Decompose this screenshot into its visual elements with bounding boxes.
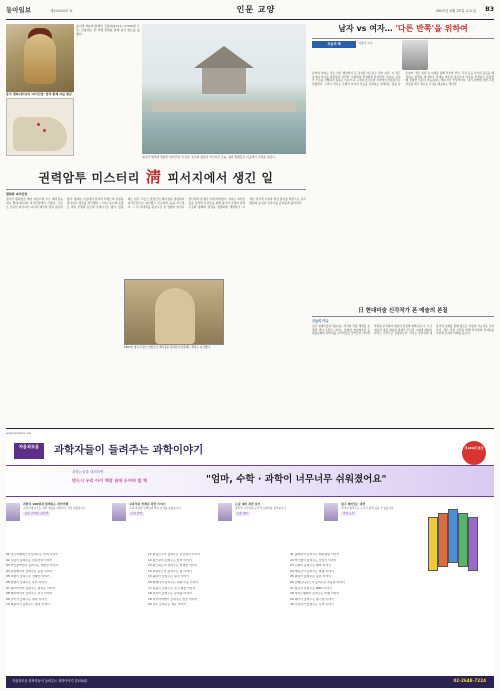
inset-caption: 1860년 영국 프랑스 연합군이 베이징을 점령하자 함풍제는 열하로 피신했다. xyxy=(124,346,211,349)
book-list-item: 02 뉴턴이 들려주는 만유인력 이야기 xyxy=(6,558,53,562)
book-list-item: 24 에디슨이 들려주는 발명 이야기 xyxy=(290,569,334,573)
feature-title: 과학자 100명과 함께하는 과학여행 xyxy=(23,502,69,506)
ad-header xyxy=(6,441,494,461)
pavilion-body xyxy=(202,68,246,94)
ad-subtitle: 과학논술을 대비하여 xyxy=(72,470,104,474)
book-list-item: 06 멘델이 들려주는 유전 이야기 xyxy=(6,580,47,584)
author-photo xyxy=(402,40,428,70)
art-tag: 오늘의 이슈 xyxy=(312,319,329,323)
feature-text: 교과 과정과 연계하여 학습 효과를 높였습니다. xyxy=(129,506,182,510)
book-set-image xyxy=(428,503,488,575)
palace-photo xyxy=(142,24,306,154)
book-list-item: 13 파스퇴르가 들려주는 미생물 이야기 xyxy=(148,564,198,568)
book-list-item: 19 라부아지에가 들려주는 연소 이야기 xyxy=(148,597,198,601)
book-list-item: 01 아르키메데스가 들려주는 부력 이야기 xyxy=(6,553,59,556)
newspaper-logo: 동아일보 xyxy=(6,6,32,14)
book-list-column xyxy=(6,553,142,609)
book-list-item: 12 파스칼이 들려주는 압력 이야기 xyxy=(148,558,192,562)
review-divider xyxy=(312,38,494,39)
ad-phone: 02-2648-7224 xyxy=(453,678,486,683)
book-list-item: 16 베게너가 들려주는 대륙 이동 이야기 xyxy=(148,580,199,584)
section-title: 인문 교양 xyxy=(236,5,276,14)
ad-sticker: 전100권 완간 xyxy=(462,441,486,465)
article-body: 청나라 황제들은 매년 여름이면 수도 베이징을 떠나 열하(청더)의 피서산장에서 지냈다. 이곳은 단순한 피서지가 아니라 제국의 정치 중심지였다. 황제는 이곳에서 몽골과 티베트의 사절을 맞이하고 정무를 처리했다. 그러나 동시에 수많은 권력 투쟁과 음모의 무대이기도 했다. 함풍제는 영국 프랑스 연합군이 베이징을 점령하자 피서산장으로 피신했고 이곳에서 숨을 거두었다. 그 뒤 서태후를 중심으로 한 정변이 일어나 청나라의 운명이 크게 바뀌었다. 저자는 피서산장을 둘러싼 사건들을 통해 청나라 궁정의 권력 구조와 황제의 일상을 생생하게 재현한다. 이 책은 역사적 사실과 현장 답사를 바탕으로 중국 황실의 숨겨진 이야기를 흥미롭게 풀어낸다. xyxy=(6,197,306,209)
feature-text: 교과서에 나오는 과학 개념을 과학자가 직접 설명합니다. xyxy=(23,506,87,510)
feature-text: 창의적 사고력과 논리적 표현력을 길러줍니다. xyxy=(235,506,287,510)
feature-thumb xyxy=(6,503,20,521)
china-map-image xyxy=(6,98,74,156)
masthead xyxy=(6,4,494,20)
headline-divider xyxy=(6,189,306,190)
review-author: 서울대 교수 xyxy=(358,41,373,45)
ad-banner xyxy=(6,465,494,497)
map-marker-icon xyxy=(43,129,46,132)
book-advertisement xyxy=(6,428,494,688)
feature-thumb xyxy=(218,503,232,521)
art-divider xyxy=(312,316,494,317)
inset-photo xyxy=(124,279,224,345)
book-list-item: 30 오일러가 들려주는 수학 이야기 xyxy=(290,603,334,607)
book-list-item: 27 왓슨이 들려주는 DNA 이야기 xyxy=(290,586,332,590)
bridge xyxy=(152,102,296,112)
map-marker-icon xyxy=(37,123,40,126)
palace-caption: 청나라 열하에 세워진 피서산장 '수심사' 호수와 정원이 어우러진 모습. 청의 황제들은 이곳에서 국정을 보았다. xyxy=(142,155,276,159)
book-list-item: 08 패러데이가 들려주는 전기 이야기 xyxy=(6,592,53,596)
book-list-item: 05 다윈이 들려주는 진화론 이야기 xyxy=(6,575,50,579)
book-spine xyxy=(428,517,438,571)
feature-tag: 교과 연계 xyxy=(131,512,142,516)
book-review-column xyxy=(312,24,494,304)
edition-number: 제24104호 ⑤ xyxy=(50,9,73,13)
map-caption: 중국 열하(청더)의 '피서산장' 청의 황제 여름 별궁 xyxy=(6,92,72,96)
ad-url: www.jams21.net xyxy=(6,431,31,435)
headline-post: 피서지에서 생긴 일 xyxy=(167,171,274,185)
book-list-column xyxy=(290,553,426,609)
page-number: B3 xyxy=(485,6,494,13)
review-title xyxy=(312,24,494,35)
ad-feature xyxy=(6,503,110,549)
ad-quote: "엄마, 수학 · 과학이 너무너무 쉬워졌어요" xyxy=(206,474,387,485)
art-body: 일본 현대미술을 대표하는 작가의 작품 세계를 조명한 책이 나왔다. 저자는 만화와 애니메이션 등 대중문화의 이미지를 순수미술로 끌어들인 작가의 작업을 분석하며 예술의 본질에 대해 묻는다. 고급 예술과 대중 예술의 경계가 무너진 시대에 예술의 가치는 무엇으로 결정되는가. 작가는 상업성과 예술성의 조화를 통해 새로운 미술의 가능성을 보여준다. 책은 작품 사진과 함께 작가와의 인터뷰를 수록해 독자의 이해를 돕는다. xyxy=(312,324,494,336)
book-list-item: 21 플레밍이 들려주는 페니실린 이야기 xyxy=(290,553,340,556)
ad-subtitle-2: 반드시 우리 아이 책장 위에 두어야 할 책 xyxy=(72,478,147,483)
inset-figure-shape xyxy=(155,288,195,344)
ad-feature xyxy=(324,503,428,549)
headline-pre: 권력암투 미스터리 xyxy=(38,171,140,185)
portrait-caption: 송나라 제1대 황제인 건륭제(1711~1799)의 그림. 건륭제는 한 차례 정벌을 통해 중국 영토를 넓혔다. xyxy=(76,24,140,37)
article-subhead: 열하와 피서산장 xyxy=(6,192,28,196)
book-list-item: 23 노벨이 들려주는 화약 이야기 xyxy=(290,564,331,568)
lake-water xyxy=(142,112,306,154)
book-spine xyxy=(438,513,448,567)
book-spine xyxy=(458,513,468,567)
headline-hanja: 淸 xyxy=(145,168,162,186)
book-list-item: 22 맥스웰이 들려주는 전자기 이야기 xyxy=(290,558,337,562)
book-list-column xyxy=(148,553,284,609)
book-list-item: 14 하위헌스가 들려주는 빛 이야기 xyxy=(148,569,192,573)
feature-tag: 논술 대비 xyxy=(237,512,248,516)
feature-thumb xyxy=(112,503,126,521)
book-list-item: 07 퀴리부인이 들려주는 방사능 이야기 xyxy=(6,586,56,590)
book-list-item: 18 호킹이 들려주는 블랙홀 이야기 xyxy=(148,592,192,596)
review-title-pre: 남자 vs 여자… xyxy=(338,24,393,33)
ad-feature-columns xyxy=(6,503,494,549)
book-spine xyxy=(468,517,478,571)
ad-footer xyxy=(6,676,494,688)
ad-footer-text: 자음과모음 과학자들이 들려주는 과학이야기 전100권 xyxy=(12,679,87,683)
feature-text: 이야기 형식으로 누구나 쉽게 읽을 수 있습니다. xyxy=(341,506,395,510)
publisher-badge: 자음과모음 xyxy=(14,443,44,459)
ad-feature xyxy=(218,503,322,549)
book-list xyxy=(6,553,426,665)
feature-title: 쉽고 재미있는 과학 xyxy=(341,502,366,506)
book-spine xyxy=(448,509,458,563)
feature-tag: 초등 고학년~중학생 xyxy=(25,512,49,516)
book-list-item: 25 린네가 들려주는 분류 이야기 xyxy=(290,575,331,579)
book-list-item: 10 케플러가 들려주는 행성 이야기 xyxy=(6,603,50,607)
feature-title: 논술 대비 과학 읽기 xyxy=(235,502,261,506)
book-list-item: 26 코페르니쿠스가 들려주는 지동설 이야기 xyxy=(290,580,345,584)
book-list-item: 15 돌턴이 들려주는 원소 이야기 xyxy=(148,575,189,579)
review-body: 남자와 여자는 서로 다른 행성에서 온 것처럼 다르다는 말이 있다. 이 책은 남녀의 차이를 생물학과 심리학, 사회학의 관점에서 분석한다. 저자는 남녀가 서로를 이해하지 못하는 이유가 뇌 구조와 호르몬의 차이에서 비롯된다고 설명한다. 그러나 차이는 우열이 아니며 서로를 보완하는 관계라는 점을 강조한다. 책은 일상 속 사례를 통해 부부와 연인, 직장 동료 사이의 갈등을 해결하는 방법을 제시한다. 상대를 바꾸려 하기보다 다름을 인정하고 존중할 때 진정한 소통이 가능하다는 메시지가 인상적이다. 남녀 관계에 대한 고정관념을 깨고 새로운 시각을 제공하는 책이다. xyxy=(312,71,494,86)
review-title-quote: '다른 반쪽'을 위하여 xyxy=(395,24,468,33)
book-list-item: 20 훅이 들려주는 세포 이야기 xyxy=(148,603,187,607)
book-list-item: 28 라이트형제가 들려주는 비행 이야기 xyxy=(290,592,340,596)
book-list-item: 11 파블로프가 들려주는 조건반사 이야기 xyxy=(148,553,201,556)
feature-title: 교과서와 연계된 과학 이야기 xyxy=(129,502,166,506)
book-list-item: 03 아인슈타인이 들려주는 상대성 이야기 xyxy=(6,564,59,568)
book-list-item: 09 보어가 들려주는 원자 이야기 xyxy=(6,597,47,601)
book-list-item: 04 갈릴레이가 들려주는 운동 이야기 xyxy=(6,569,53,573)
book-list-item: 29 제너가 들려주는 종두법 이야기 xyxy=(290,597,334,601)
review-tag: 오늘의 책 xyxy=(312,41,356,48)
feature-tag: 추천 도서 xyxy=(343,512,354,516)
article-headline xyxy=(6,167,306,187)
art-title: 日 현대미술 신각작가 폰 예술의 본질 xyxy=(358,308,448,314)
pavilion-roof xyxy=(194,46,254,68)
feature-thumb xyxy=(324,503,338,521)
book-list-item: 17 허블이 들려주는 우주 팽창 이야기 xyxy=(148,586,196,590)
ad-title: 과학자들이 들려주는 과학이야기 xyxy=(54,444,204,456)
emperor-portrait-image xyxy=(6,24,74,92)
portrait-figure-shape xyxy=(24,34,56,84)
map-landmass xyxy=(13,117,67,151)
ad-feature xyxy=(112,503,216,549)
issue-date: 2007년 4월 25일 토요일 xyxy=(435,9,476,13)
feature-article xyxy=(6,24,306,358)
